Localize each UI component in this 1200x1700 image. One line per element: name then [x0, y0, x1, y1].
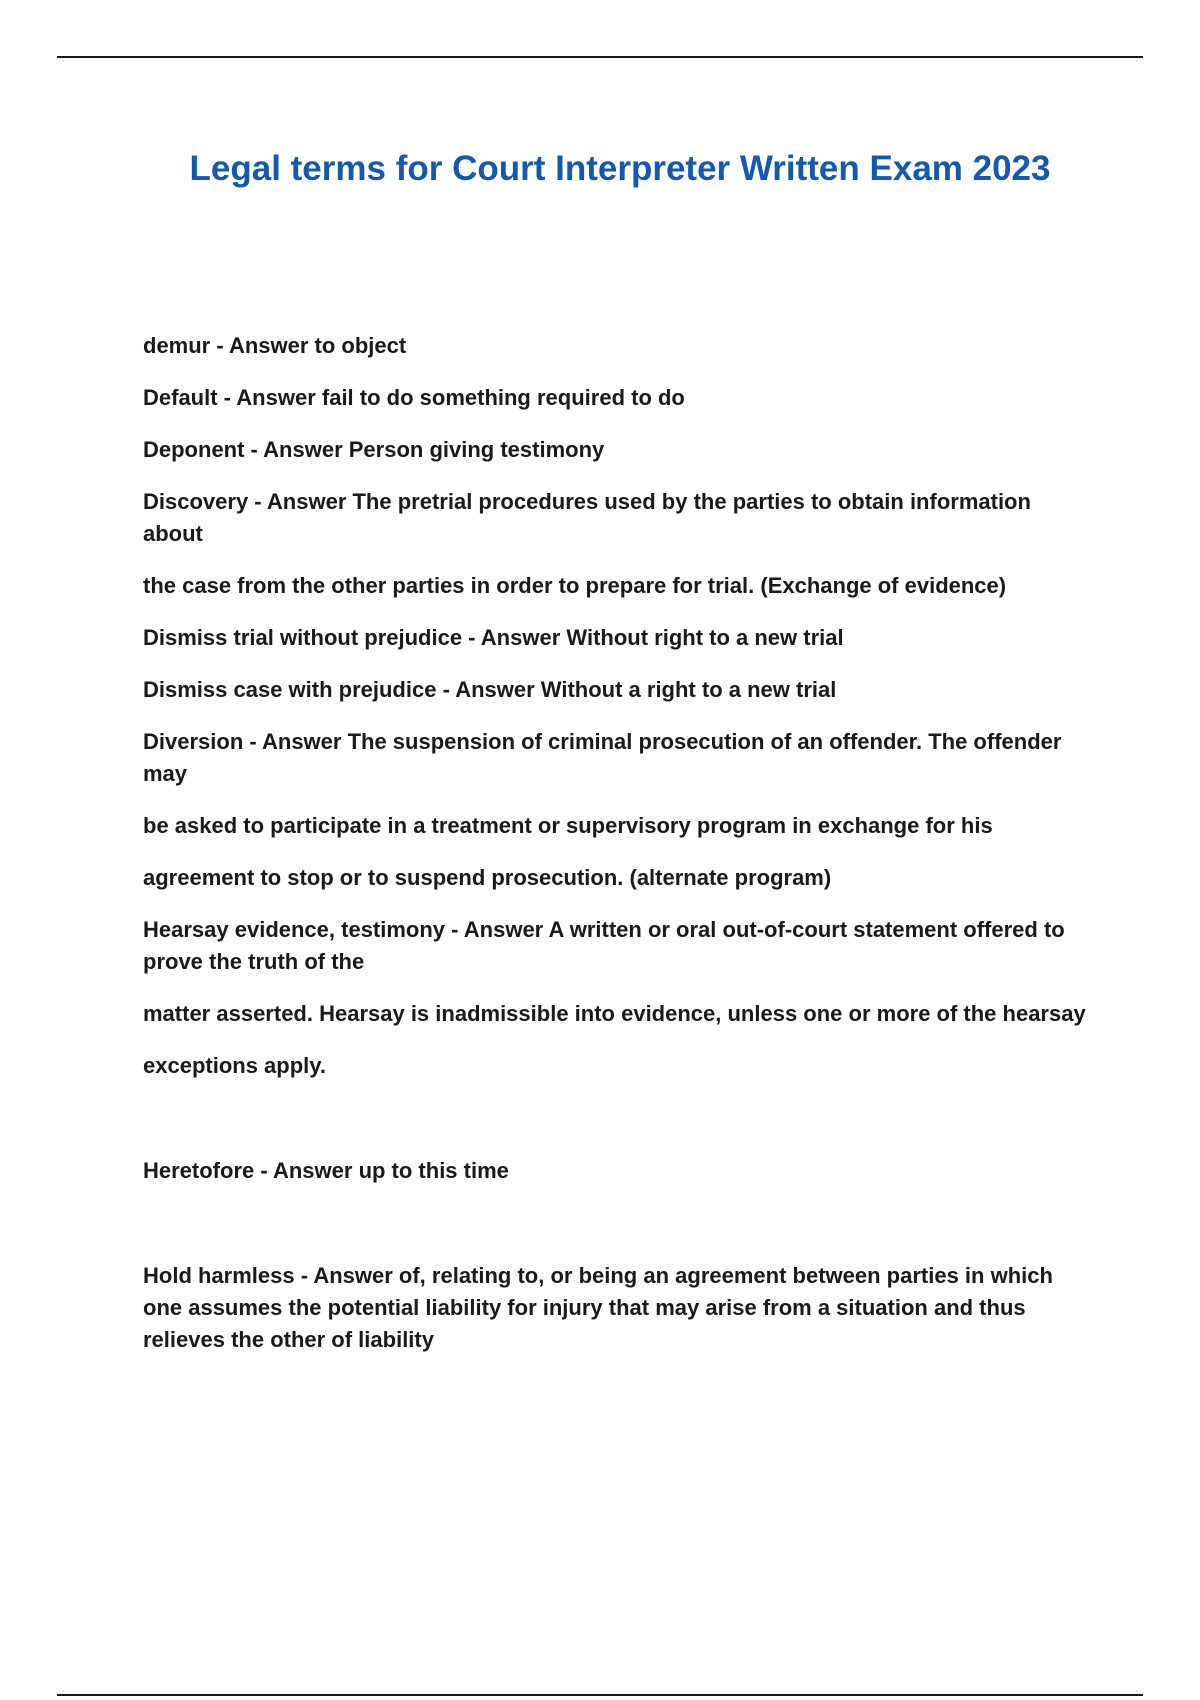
term-dismiss-with-prejudice: Dismiss case with prejudice - Answer Without a right to a new trial [143, 677, 837, 702]
term-deponent: Deponent - Answer Person giving testimony [143, 437, 605, 462]
term-hearsay-continued-1: matter asserted. Hearsay is inadmissible into evidence, unless one or more of the hearsay [143, 1001, 1086, 1026]
term-diversion-continued-1: be asked to participate in a treatment or supervisory program in exchange for his [143, 813, 993, 838]
document-body [143, 330, 1093, 1376]
term-discovery-continued: the case from the other parties in order to prepare for trial. (Exchange of evidence) [143, 573, 1007, 598]
term-hearsay-continued-2: exceptions apply. [143, 1053, 326, 1078]
term-diversion: Diversion - Answer The suspension of criminal prosecution of an offender. The offender may [143, 729, 1062, 786]
term-heretofore: Heretofore - Answer up to this time [143, 1158, 509, 1183]
top-rule [57, 56, 1143, 58]
document-title: Legal terms for Court Interpreter Written Exam 2023 [189, 149, 1051, 188]
term-hold-harmless: Hold harmless - Answer of, relating to, or being an agreement between parties in which one assumes the potential liability for injury that may arise from a situation and thus relieves the other of liability [143, 1263, 1053, 1352]
term-diversion-continued-2: agreement to stop or to suspend prosecution. (alternate program) [143, 865, 832, 890]
term-discovery: Discovery - Answer The pretrial procedures used by the parties to obtain information about [143, 489, 1031, 546]
term-demur: demur - Answer to object [143, 333, 407, 358]
term-default: Default - Answer fail to do something required to do [143, 385, 685, 410]
term-dismiss-without-prejudice: Dismiss trial without prejudice - Answer Without right to a new trial [143, 625, 844, 650]
term-hearsay: Hearsay evidence, testimony - Answer A written or oral out-of-court statement offered to prove the truth of the [143, 917, 1065, 974]
bottom-rule [57, 1694, 1143, 1696]
